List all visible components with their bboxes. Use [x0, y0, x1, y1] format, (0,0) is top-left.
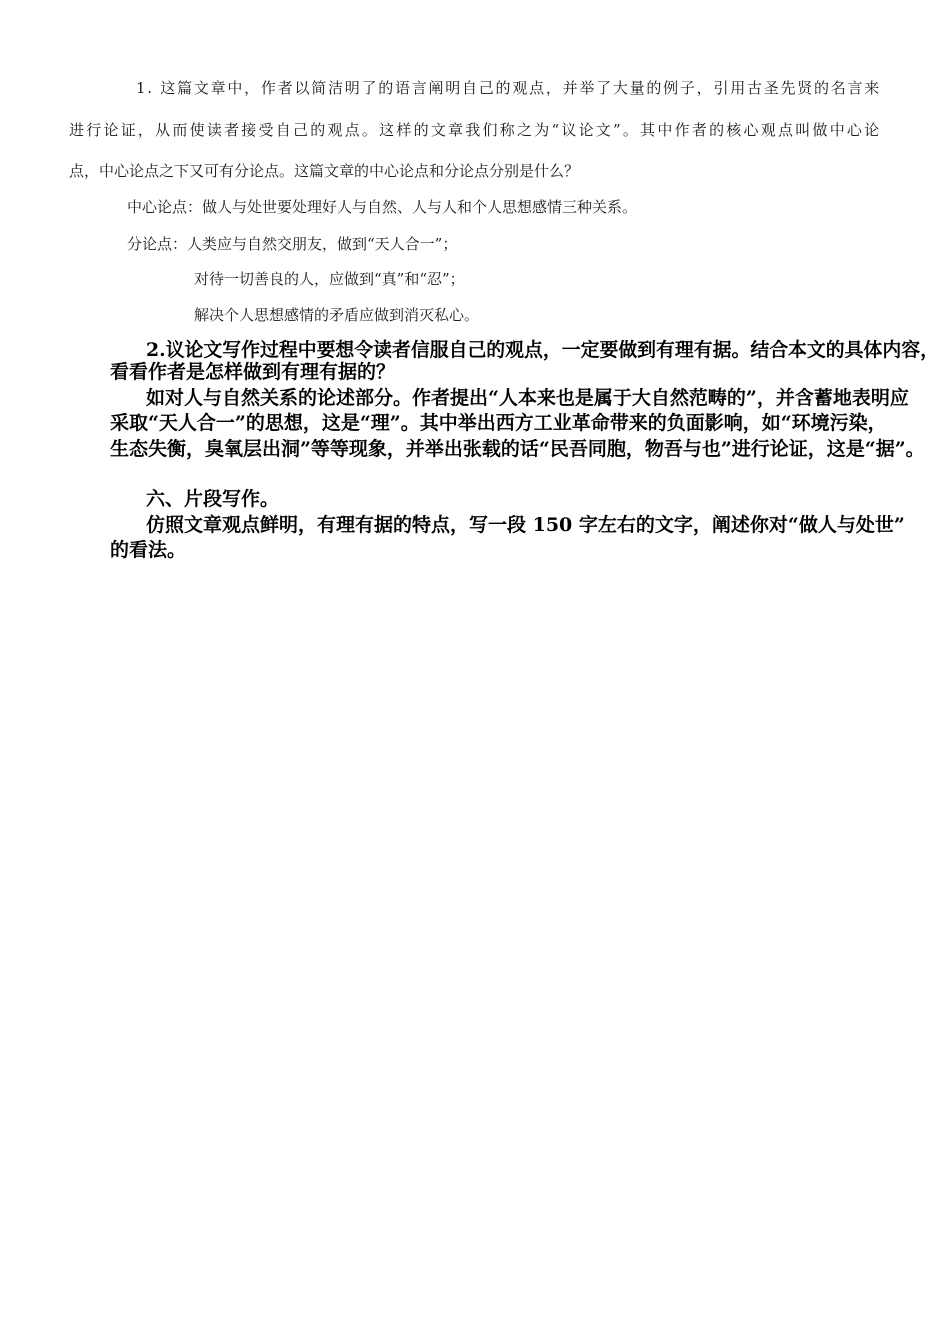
q2-answer-line-1: 如对人与自然关系的论述部分。作者提出“人本来也是属于大自然范畴的”，并含蓄地表明应 — [146, 387, 909, 409]
q2-answer-line-2: 采取“天人合一”的思想，这是“理”。其中举出西方工业革命带来的负面影响，如“环境污染， — [110, 412, 887, 434]
sub-point-1: 分论点：人类应与自然交朋友，做到“天人合一”； — [127, 235, 458, 253]
q1-line-2: 进行论证，从而使读者接受自己的观点。这样的文章我们称之为“议论文”。其中作者的核心观点叫做中心论 — [69, 121, 882, 139]
section6-line-2: 的看法。 — [110, 539, 187, 561]
section6-line-1: 仿照文章观点鲜明，有理有据的特点，写一段 150 字左右的文字，阐述你对“做人与处世” — [146, 514, 905, 536]
central-point: 中心论点：做人与处世要处理好人与自然、人与人和个人思想感情三种关系。 — [127, 198, 638, 216]
sub-point-2: 对待一切善良的人，应做到“真”和“忍”； — [194, 270, 465, 288]
q2-line-1: 2.议论文写作过程中要想令读者信服自己的观点，一定要做到有理有据。结合本文的具体内容， — [146, 339, 939, 361]
q1-line-3: 点，中心论点之下又可有分论点。这篇文章的中心论点和分论点分别是什么？ — [69, 162, 580, 180]
q1-line-1: 1. 这篇文章中，作者以简洁明了的语言阐明自己的观点，并举了大量的例子，引用古圣先贤的名言来 — [136, 79, 882, 97]
q2-answer-line-3: 生态失衡，臭氧层出洞”等等现象，并举出张载的话“民吾同胞，物吾与也”进行论证，这是“据”。 — [110, 438, 925, 460]
sub-point-3: 解决个人思想感情的矛盾应做到消灭私心。 — [194, 306, 480, 324]
q2-line-2: 看看作者是怎样做到有理有据的？ — [110, 361, 396, 383]
section6-heading: 六、片段写作。 — [146, 488, 280, 510]
